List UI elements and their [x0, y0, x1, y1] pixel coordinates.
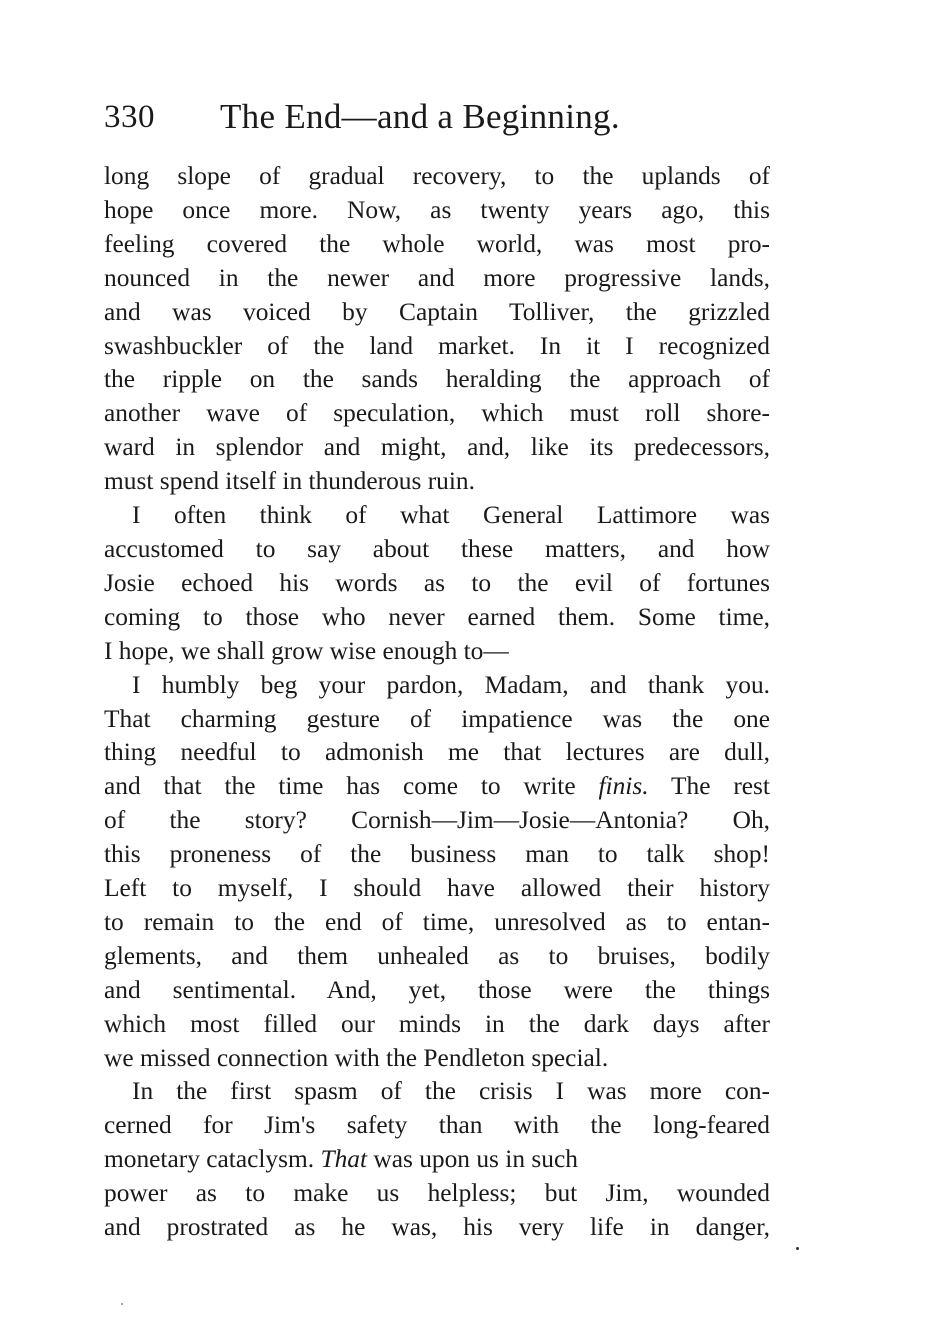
text-fragment: The rest — [671, 772, 770, 801]
text-line: feeling covered the whole world, was most pro- — [104, 229, 770, 258]
text-line: Left to myself, I should have allowed their history — [104, 874, 770, 903]
text-fragment: monetary cataclysm. — [104, 1145, 315, 1174]
italic-word-finis: finis. — [598, 772, 649, 801]
text-line: nounced in the newer and more progressive lands, — [104, 263, 770, 292]
text-line: and was voiced by Captain Tolliver, the grizzled — [104, 297, 770, 326]
text-line: In the first spasm of the crisis I was more con- — [132, 1077, 770, 1106]
text-line: the ripple on the sands heralding the approach of — [104, 365, 770, 394]
text-line-with-italic — [104, 1143, 770, 1177]
text-line: to remain to the end of time, unresolved as to entan- — [104, 907, 770, 936]
body-text — [104, 160, 770, 1245]
text-line: I humbly beg your pardon, Madam, and thank you. — [132, 670, 770, 699]
text-line: and sentimental. And, yet, those were the things — [104, 975, 770, 1004]
page-header — [104, 92, 770, 142]
text-fragment: was upon us in such — [373, 1145, 578, 1174]
paragraph-2 — [104, 499, 770, 669]
page-number: 330 — [104, 99, 155, 135]
text-line: ward in splendor and might, and, like its predecessors, — [104, 433, 770, 462]
text-fragment: and that the time has come to write — [104, 772, 576, 801]
text-line: I hope, we shall grow wise enough to— — [104, 636, 509, 665]
text-line: thing needful to admonish me that lectures are dull, — [104, 738, 770, 767]
text-line: we missed connection with the Pendleton special. — [104, 1043, 609, 1072]
text-line: glements, and them unhealed as to bruises, bodily — [104, 941, 770, 970]
paragraph-4 — [104, 1075, 770, 1245]
text-line: this proneness of the business man to talk shop! — [104, 840, 770, 869]
text-line: I often think of what General Lattimore was — [132, 501, 770, 530]
text-line: That charming gesture of impatience was the one — [104, 704, 770, 733]
text-line: accustomed to say about these matters, and how — [104, 534, 770, 563]
text-line: long slope of gradual recovery, to the uplands of — [104, 162, 770, 190]
scan-speck — [796, 1247, 799, 1250]
text-line: coming to those who never earned them. Some time, — [104, 602, 770, 631]
text-line: Josie echoed his words as to the evil of fortunes — [104, 568, 770, 597]
scan-speck — [121, 1303, 123, 1305]
text-line: and prostrated as he was, his very life in danger, — [104, 1213, 770, 1242]
text-line: of the story? Cornish—Jim—Josie—Antonia? Oh, — [104, 806, 770, 835]
text-line-with-italic — [104, 770, 770, 804]
text-line: which most filled our minds in the dark days after — [104, 1009, 770, 1038]
italic-word-that: That — [320, 1145, 368, 1174]
text-line: cerned for Jim's safety than with the long-feared — [104, 1111, 770, 1140]
text-line: hope once more. Now, as twenty years ago, this — [104, 195, 770, 224]
text-line: must spend itself in thunderous ruin. — [104, 467, 475, 496]
paragraph-1 — [104, 160, 770, 499]
paragraph-3 — [104, 669, 770, 1076]
text-line: swashbuckler of the land market. In it I recognized — [104, 331, 770, 360]
text-line: power as to make us helpless; but Jim, wounded — [104, 1179, 770, 1208]
text-line: another wave of speculation, which must roll shore- — [104, 399, 770, 428]
running-title: The End—and a Beginning. — [220, 97, 620, 136]
